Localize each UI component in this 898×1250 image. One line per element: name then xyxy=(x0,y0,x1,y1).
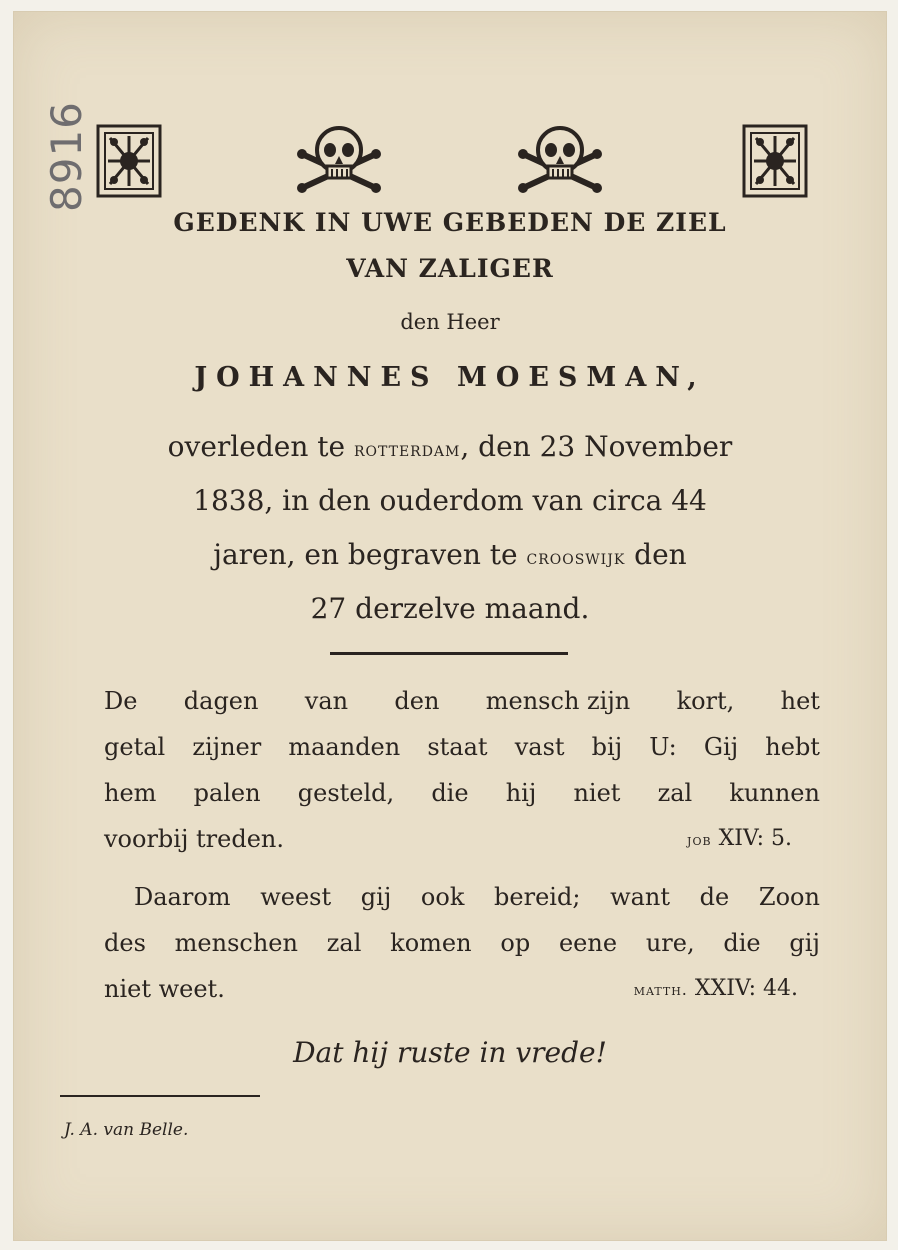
verse-matthew-reference xyxy=(634,966,798,1013)
verse-word: weest xyxy=(260,883,332,911)
heading-line-2: VAN ZALIGER xyxy=(346,254,554,283)
verse-word: U: xyxy=(649,733,677,761)
ref-verse: XIV: 5. xyxy=(718,826,792,851)
verse-word: op xyxy=(500,929,531,957)
verse-word: bereid; xyxy=(494,883,581,911)
skull-crossbones-right-icon xyxy=(517,124,603,200)
verse-word: mensch zijn xyxy=(485,687,631,715)
verse-word: eene xyxy=(558,929,618,957)
verse-matthew-last-line xyxy=(104,966,820,1013)
verse-job-line xyxy=(104,724,820,770)
memorial-card xyxy=(14,12,886,1240)
honorific-line: den Heer xyxy=(400,310,500,334)
section-divider xyxy=(330,652,568,655)
verse-word: bij xyxy=(591,733,623,761)
verse-job-reference xyxy=(687,816,792,863)
ref-verse: XXIV: 44. xyxy=(694,976,798,1001)
verse-word: hij xyxy=(505,779,537,807)
verse-word: Gij xyxy=(703,733,739,761)
details-line-4: 27 derzelve maand. xyxy=(310,592,590,625)
verse-word: hebt xyxy=(765,733,820,761)
ornament-row xyxy=(14,124,886,214)
verse-word: die xyxy=(723,929,761,957)
verse-word: Daarom xyxy=(134,883,231,911)
verse-word: ure, xyxy=(645,929,695,957)
verse-word: van xyxy=(304,687,349,715)
verse-matthew-last-text: niet weet. xyxy=(104,975,225,1003)
verse-word: De xyxy=(104,687,138,715)
verse-job xyxy=(104,678,820,863)
verse-word: gij xyxy=(360,883,392,911)
verse-word: Zoon xyxy=(758,883,820,911)
ref-book: job xyxy=(687,830,712,849)
verse-word: getal xyxy=(104,733,166,761)
printer-credit: J. A. van Belle. xyxy=(64,1120,189,1140)
pencil-inventory-number: 8916 xyxy=(42,101,91,212)
deceased-name: JOHANNES MOESMAN, xyxy=(194,362,706,393)
verse-word: menschen xyxy=(174,929,298,957)
verse-word: de xyxy=(699,883,730,911)
verse-matthew xyxy=(104,874,820,1013)
ref-book: matth. xyxy=(633,980,688,999)
verse-word: kunnen xyxy=(729,779,820,807)
verse-word: want xyxy=(610,883,671,911)
verse-word: gesteld, xyxy=(297,779,395,807)
details-line-3 xyxy=(14,538,886,571)
death-city: rotterdam xyxy=(353,437,461,461)
verse-matthew-line xyxy=(104,874,820,920)
verse-word: hem xyxy=(104,779,157,807)
verse-word: vast xyxy=(514,733,565,761)
verse-word: staat xyxy=(427,733,488,761)
corner-ornament-left-icon xyxy=(96,124,162,198)
verse-word: palen xyxy=(193,779,261,807)
verse-word: niet xyxy=(573,779,621,807)
verse-word: kort, xyxy=(676,687,735,715)
verse-word: zijner xyxy=(192,733,262,761)
details-line-2: 1838, in den ouderdom van circa 44 xyxy=(193,484,707,517)
skull-crossbones-left-icon xyxy=(296,124,382,200)
verse-job-line xyxy=(104,678,820,724)
verse-word: zal xyxy=(326,929,362,957)
verse-matthew-line xyxy=(104,920,820,966)
corner-ornament-right-icon xyxy=(742,124,808,198)
printer-rule xyxy=(60,1095,260,1097)
motto: Dat hij ruste in vrede! xyxy=(293,1036,607,1069)
verse-word: den xyxy=(394,687,440,715)
verse-word: die xyxy=(431,779,469,807)
verse-word: gij xyxy=(789,929,820,957)
details-line-3-post: den xyxy=(625,538,687,571)
heading-line-1: GEDENK IN UWE GEBEDEN DE ZIEL xyxy=(173,208,727,237)
burial-place: crooswijk xyxy=(526,545,626,569)
verse-job-last-text: voorbij treden. xyxy=(104,825,285,853)
verse-word: zal xyxy=(657,779,693,807)
details-line-1 xyxy=(14,430,886,463)
verse-word: het xyxy=(780,687,820,715)
verse-word: ook xyxy=(420,883,465,911)
verse-word: des xyxy=(104,929,146,957)
verse-word: komen xyxy=(390,929,472,957)
details-line-1-pre: overleden te xyxy=(167,430,354,463)
details-line-3-pre: jaren, en begraven te xyxy=(213,538,527,571)
verse-job-last-line xyxy=(104,816,820,863)
verse-job-line xyxy=(104,770,820,816)
verse-word: dagen xyxy=(183,687,259,715)
verse-word: maanden xyxy=(288,733,401,761)
details-line-1-post: , den 23 November xyxy=(460,430,733,463)
